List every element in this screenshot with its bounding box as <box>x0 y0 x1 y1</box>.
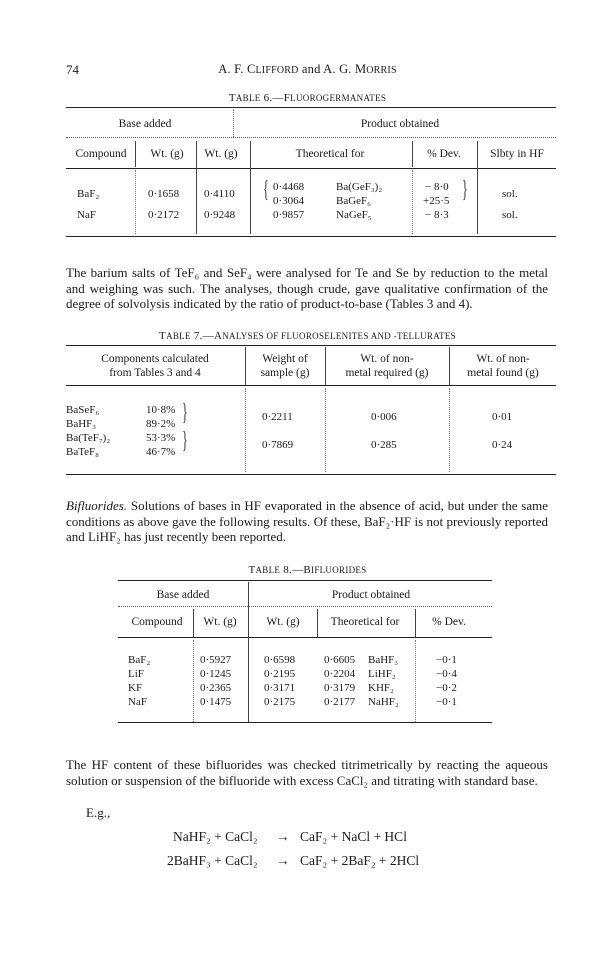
table7-col-weight: Weight of sample (g) <box>260 353 310 379</box>
paragraph: The HF content of these bifluorides was checked titrimetrically by reacting the aqueous solution or suspension of the bifluoride with excess CaCl₂ and titrating with standard base. <box>66 757 548 788</box>
equation-arrow: → <box>276 829 290 844</box>
table8-group-rule <box>118 606 492 607</box>
table-cell: 0·1658 <box>148 188 180 200</box>
table-cell: BaSeF₆ <box>66 404 100 416</box>
table-cell: LiF <box>128 668 144 680</box>
table-cell: 0·1245 <box>200 668 232 680</box>
table-cell: NaF <box>77 209 96 221</box>
table6-group-base: Base added <box>118 118 172 130</box>
table8-top-rule <box>118 580 492 581</box>
table-cell: 46·7% <box>146 446 176 458</box>
equation-arrow: → <box>276 853 290 868</box>
table-cell: NaHF₂ <box>368 696 399 708</box>
table6-col-compound: Compound <box>75 148 127 160</box>
table-cell: BaGeF₆ <box>336 195 371 207</box>
table7-col-required: Wt. of non- metal required (g) <box>345 353 429 379</box>
brace-left: { <box>263 177 269 203</box>
table-cell: sol. <box>502 209 518 221</box>
brace-right: } <box>182 400 188 426</box>
table6-bottom-rule <box>66 236 556 237</box>
table-cell: −0·4 <box>436 668 457 680</box>
brace-right: } <box>182 428 188 454</box>
example-label: E.g., <box>86 805 111 820</box>
table-cell: BaHF₃ <box>368 654 399 666</box>
table8-caption: TABLE 8.—BIFLUORIDES <box>248 564 367 576</box>
table8-bottom-rule <box>118 722 492 723</box>
table6-col-wt1: Wt. (g) <box>150 148 184 160</box>
table8-header-rule <box>118 637 492 638</box>
table8-group-product: Product obtained <box>331 589 411 601</box>
table7-bottom-rule <box>66 474 556 475</box>
table-cell: 0·4110 <box>204 188 235 200</box>
equation-2-right: CaF₂ + 2BaF₂ + 2HCl <box>300 853 420 868</box>
table6-col-slbty: Slbty in HF <box>490 148 544 160</box>
table-cell: BaHF₃ <box>66 418 97 430</box>
table6-col-theoretical: Theoretical for <box>295 148 365 160</box>
table-cell: NaGeF₅ <box>336 209 372 221</box>
table6-top-rule <box>66 107 556 108</box>
page-number: 74 <box>66 62 79 77</box>
table-cell: −0·1 <box>436 654 457 666</box>
table-cell: 0·1475 <box>200 696 232 708</box>
table-cell: BaF₂ <box>77 188 100 200</box>
table-cell: 0·3064 <box>273 195 305 207</box>
table-cell: − 8·3 <box>425 209 449 221</box>
table8-col-dev: % Dev. <box>432 616 466 628</box>
table-cell: 0·3179 <box>324 682 356 694</box>
table7-top-rule <box>66 345 556 346</box>
table-cell: +25·5 <box>423 195 450 207</box>
table-cell: 0·6598 <box>264 654 296 666</box>
table8-col-wt1: Wt. (g) <box>203 616 237 628</box>
table-cell: Ba(TeF₇)₂ <box>66 432 111 444</box>
table-cell: BaTeF₈ <box>66 446 100 458</box>
table7-header-rule <box>66 385 556 386</box>
table-cell: Ba(GeF₃)₂ <box>336 181 383 193</box>
equation-1-right: CaF₂ + NaCl + HCl <box>300 829 407 844</box>
table-cell: 0·7869 <box>262 439 294 451</box>
table-cell: 0·006 <box>371 411 397 423</box>
table-cell: −0·2 <box>436 682 457 694</box>
table8-group-base: Base added <box>156 589 210 601</box>
equation-2: 2BaHF₃ + CaCl₂ <box>167 853 258 868</box>
equation-1: NaHF₂ + CaCl₂ <box>173 829 258 844</box>
table6-col-dev: % Dev. <box>427 148 461 160</box>
table-cell: 0·2204 <box>324 668 356 680</box>
table6-header-rule <box>66 168 556 169</box>
table-cell: KF <box>128 682 143 694</box>
table6-group-rule <box>66 137 556 138</box>
table-cell: 0·6605 <box>324 654 356 666</box>
brace-right: } <box>462 177 468 203</box>
table6-col-wt2: Wt. (g) <box>204 148 238 160</box>
table7-caption: TABLE 7.—ANALYSES OF FLUOROSELENITES AND -TELLURATES <box>159 330 456 342</box>
table7-col-found: Wt. of non- metal found (g) <box>467 353 539 379</box>
table-cell: KHF₂ <box>368 682 394 694</box>
table-cell: 53·3% <box>146 432 176 444</box>
table-cell: 0·01 <box>492 411 513 423</box>
table-cell: 0·2365 <box>200 682 232 694</box>
table-cell: 0·3171 <box>264 682 296 694</box>
table8-col-compound: Compound <box>131 616 183 628</box>
table6-caption: TABLE 6.—FLUOROGERMANATES <box>228 92 387 104</box>
table6-group-product: Product obtained <box>360 118 440 130</box>
table-cell: 0·5927 <box>200 654 232 666</box>
table-cell: 0·9248 <box>204 209 236 221</box>
table-cell: LiHF₂ <box>368 668 396 680</box>
running-head <box>0 62 615 78</box>
table-cell: 0·2195 <box>264 668 296 680</box>
table-cell: 89·2% <box>146 418 176 430</box>
table7-col-components: Components calculated from Tables 3 and 4 <box>101 353 209 379</box>
table-cell: 0·24 <box>492 439 513 451</box>
table-cell: 0·9857 <box>273 209 305 221</box>
author-line: A. F. CLIFFORD and A. G. MORRIS <box>218 62 397 76</box>
table8-col-wt2: Wt. (g) <box>266 616 300 628</box>
table-cell: 10·8% <box>146 404 176 416</box>
table-cell: 0·285 <box>371 439 397 451</box>
table-cell: − 8·0 <box>425 181 449 193</box>
table-cell: 0·2177 <box>324 696 356 708</box>
table-cell: 0·2175 <box>264 696 296 708</box>
paragraph: Bifluorides. Solutions of bases in HF evaporated in the absence of acid, but under the same conditions as above gave the following results. Of these, BaF₂·HF is not previously reported and LiHF₂ has just recently been reported. <box>66 498 548 545</box>
table-cell: 0·2172 <box>148 209 180 221</box>
paragraph: The barium salts of TeF₆ and SeF₄ were analysed for Te and Se by reduction to the metal and weighing was such. The analyses, though crude, gave qualitative confirmation of the degree of solvolysis indicated by the ratio of product-to-base (Tables 3 and 4). <box>66 265 548 312</box>
table-cell: 0·2211 <box>262 411 293 423</box>
table-cell: −0·1 <box>436 696 457 708</box>
table-cell: sol. <box>502 188 518 200</box>
table-cell: BaF₂ <box>128 654 151 666</box>
table8-col-theoretical: Theoretical for <box>330 616 400 628</box>
table-cell: NaF <box>128 696 147 708</box>
table-cell: 0·4468 <box>273 181 305 193</box>
